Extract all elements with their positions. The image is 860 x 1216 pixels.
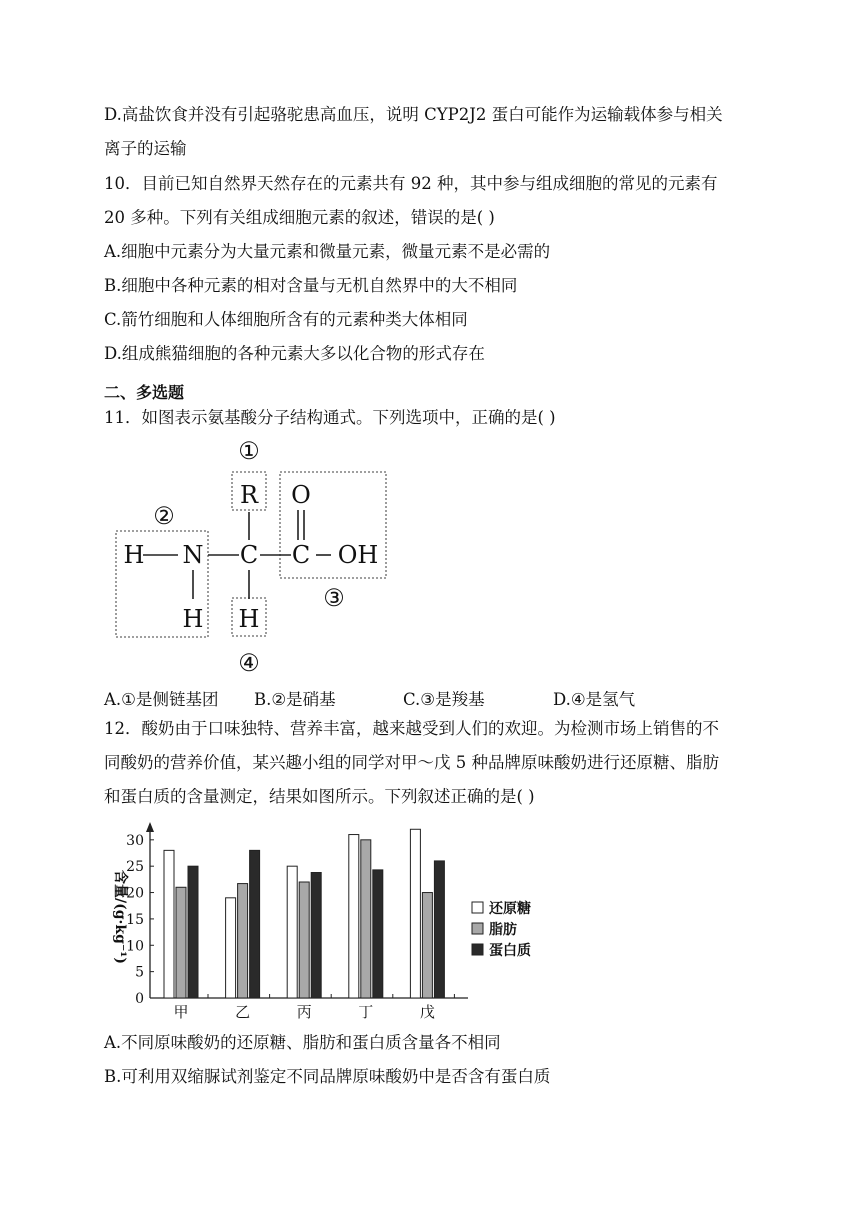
- legend-swatch: [472, 902, 483, 913]
- y-tick-label: 10: [126, 938, 144, 955]
- q10-option-b: B.细胞中各种元素的相对含量与无机自然界中的大不相同: [104, 276, 518, 295]
- bar-蛋白质-丁: [373, 870, 383, 998]
- yogurt-nutrient-bar-chart: [104, 814, 564, 1024]
- x-tick-label: 甲: [173, 1003, 189, 1021]
- q12-option-a: A.不同原味酸奶的还原糖、脂肪和蛋白质含量各不相同: [104, 1033, 501, 1052]
- label-circled-1: ①: [238, 437, 260, 465]
- q10-stem-cont: 20 多种。下列有关组成细胞元素的叙述，错误的是( ): [104, 208, 495, 227]
- y-tick-label: 25: [126, 859, 144, 876]
- y-tick-label: 5: [135, 964, 144, 981]
- q11-option-c: C.③是羧基: [403, 690, 485, 709]
- q12-option-b: B.可利用双缩脲试剂鉴定不同品牌原味酸奶中是否含有蛋白质: [104, 1067, 551, 1086]
- atom-n: N: [182, 541, 204, 569]
- legend-label: 还原糖: [489, 901, 531, 917]
- bar-脂肪-乙: [238, 884, 248, 998]
- bar-蛋白质-甲: [188, 866, 198, 998]
- q12-stem: 12．酸奶由于口味独特、营养丰富，越来越受到人们的欢迎。为检测市场上销售的不: [104, 719, 719, 738]
- x-tick-label: 丙: [296, 1003, 312, 1021]
- section-heading-multi-choice: 二、多选题: [104, 383, 185, 402]
- legend-swatch: [472, 923, 483, 934]
- bar-蛋白质-丙: [311, 873, 321, 998]
- q10-option-a: A.细胞中元素分为大量元素和微量元素，微量元素不是必需的: [104, 242, 551, 261]
- legend-swatch: [472, 944, 483, 955]
- atom-h-bottom: H: [238, 605, 260, 633]
- q12-stem-cont-1: 同酸奶的营养价值，某兴趣小组的同学对甲～戊 5 种品牌原味酸奶进行还原糖、脂肪: [104, 753, 719, 772]
- bar-脂肪-戊: [422, 893, 432, 998]
- q9-option-d: D.高盐饮食并没有引起骆驼患高血压，说明 CYP2J2 蛋白可能作为运输载体参与相关: [104, 105, 723, 124]
- q12-stem-cont-2: 和蛋白质的含量测定，结果如图所示。下列叙述正确的是( ): [104, 787, 535, 806]
- q11-option-b: B.②是硝基: [254, 690, 336, 709]
- legend-label: 脂肪: [489, 922, 517, 938]
- y-tick-label: 20: [126, 885, 144, 902]
- amino-acid-structure-figure: [104, 436, 404, 680]
- y-tick-label: 15: [126, 911, 144, 928]
- bar-还原糖-乙: [226, 898, 236, 998]
- x-tick-label: 乙: [235, 1003, 251, 1021]
- atom-o: O: [291, 481, 311, 509]
- label-circled-3: ③: [323, 584, 345, 612]
- y-tick-label: 0: [135, 991, 144, 1007]
- q9-option-d-cont: 离子的运输: [104, 139, 187, 158]
- y-axis-arrow: [146, 822, 154, 832]
- atom-h-left: H: [123, 541, 145, 569]
- bar-还原糖-丁: [349, 835, 359, 998]
- x-tick-label: 丁: [358, 1003, 374, 1021]
- bar-脂肪-甲: [176, 887, 186, 998]
- bar-还原糖-戊: [410, 829, 420, 998]
- legend-label: 蛋白质: [489, 943, 531, 959]
- bar-还原糖-丙: [287, 866, 297, 998]
- label-circled-2: ②: [153, 502, 175, 530]
- q10-option-c: C.箭竹细胞和人体细胞所含有的元素种类大体相同: [104, 310, 468, 329]
- q11-option-a: A.①是侧链基团: [104, 690, 219, 709]
- atom-oh: OH: [337, 541, 379, 569]
- atom-r: R: [239, 481, 259, 509]
- bar-还原糖-甲: [164, 850, 174, 998]
- label-circled-4: ④: [238, 649, 260, 677]
- y-tick-label: 30: [126, 832, 144, 849]
- x-tick-label: 戊: [419, 1003, 435, 1021]
- q11-option-d: D.④是氢气: [553, 690, 636, 709]
- bar-脂肪-丙: [299, 882, 309, 998]
- atom-c-carboxyl: C: [291, 541, 311, 569]
- q10-option-d: D.组成熊猫细胞的各种元素大多以化合物的形式存在: [104, 344, 485, 363]
- bar-蛋白质-乙: [250, 850, 260, 998]
- bar-蛋白质-戊: [434, 861, 444, 998]
- q11-stem: 11．如图表示氨基酸分子结构通式。下列选项中，正确的是( ): [104, 408, 556, 427]
- atom-c-alpha: C: [239, 541, 259, 569]
- bar-脂肪-丁: [361, 840, 371, 998]
- q10-stem: 10．目前已知自然界天然存在的元素共有 92 种，其中参与组成细胞的常见的元素有: [104, 174, 718, 193]
- y-axis-label: 含量/(g·kg⁻¹): [112, 869, 128, 965]
- atom-h-n: H: [182, 605, 204, 633]
